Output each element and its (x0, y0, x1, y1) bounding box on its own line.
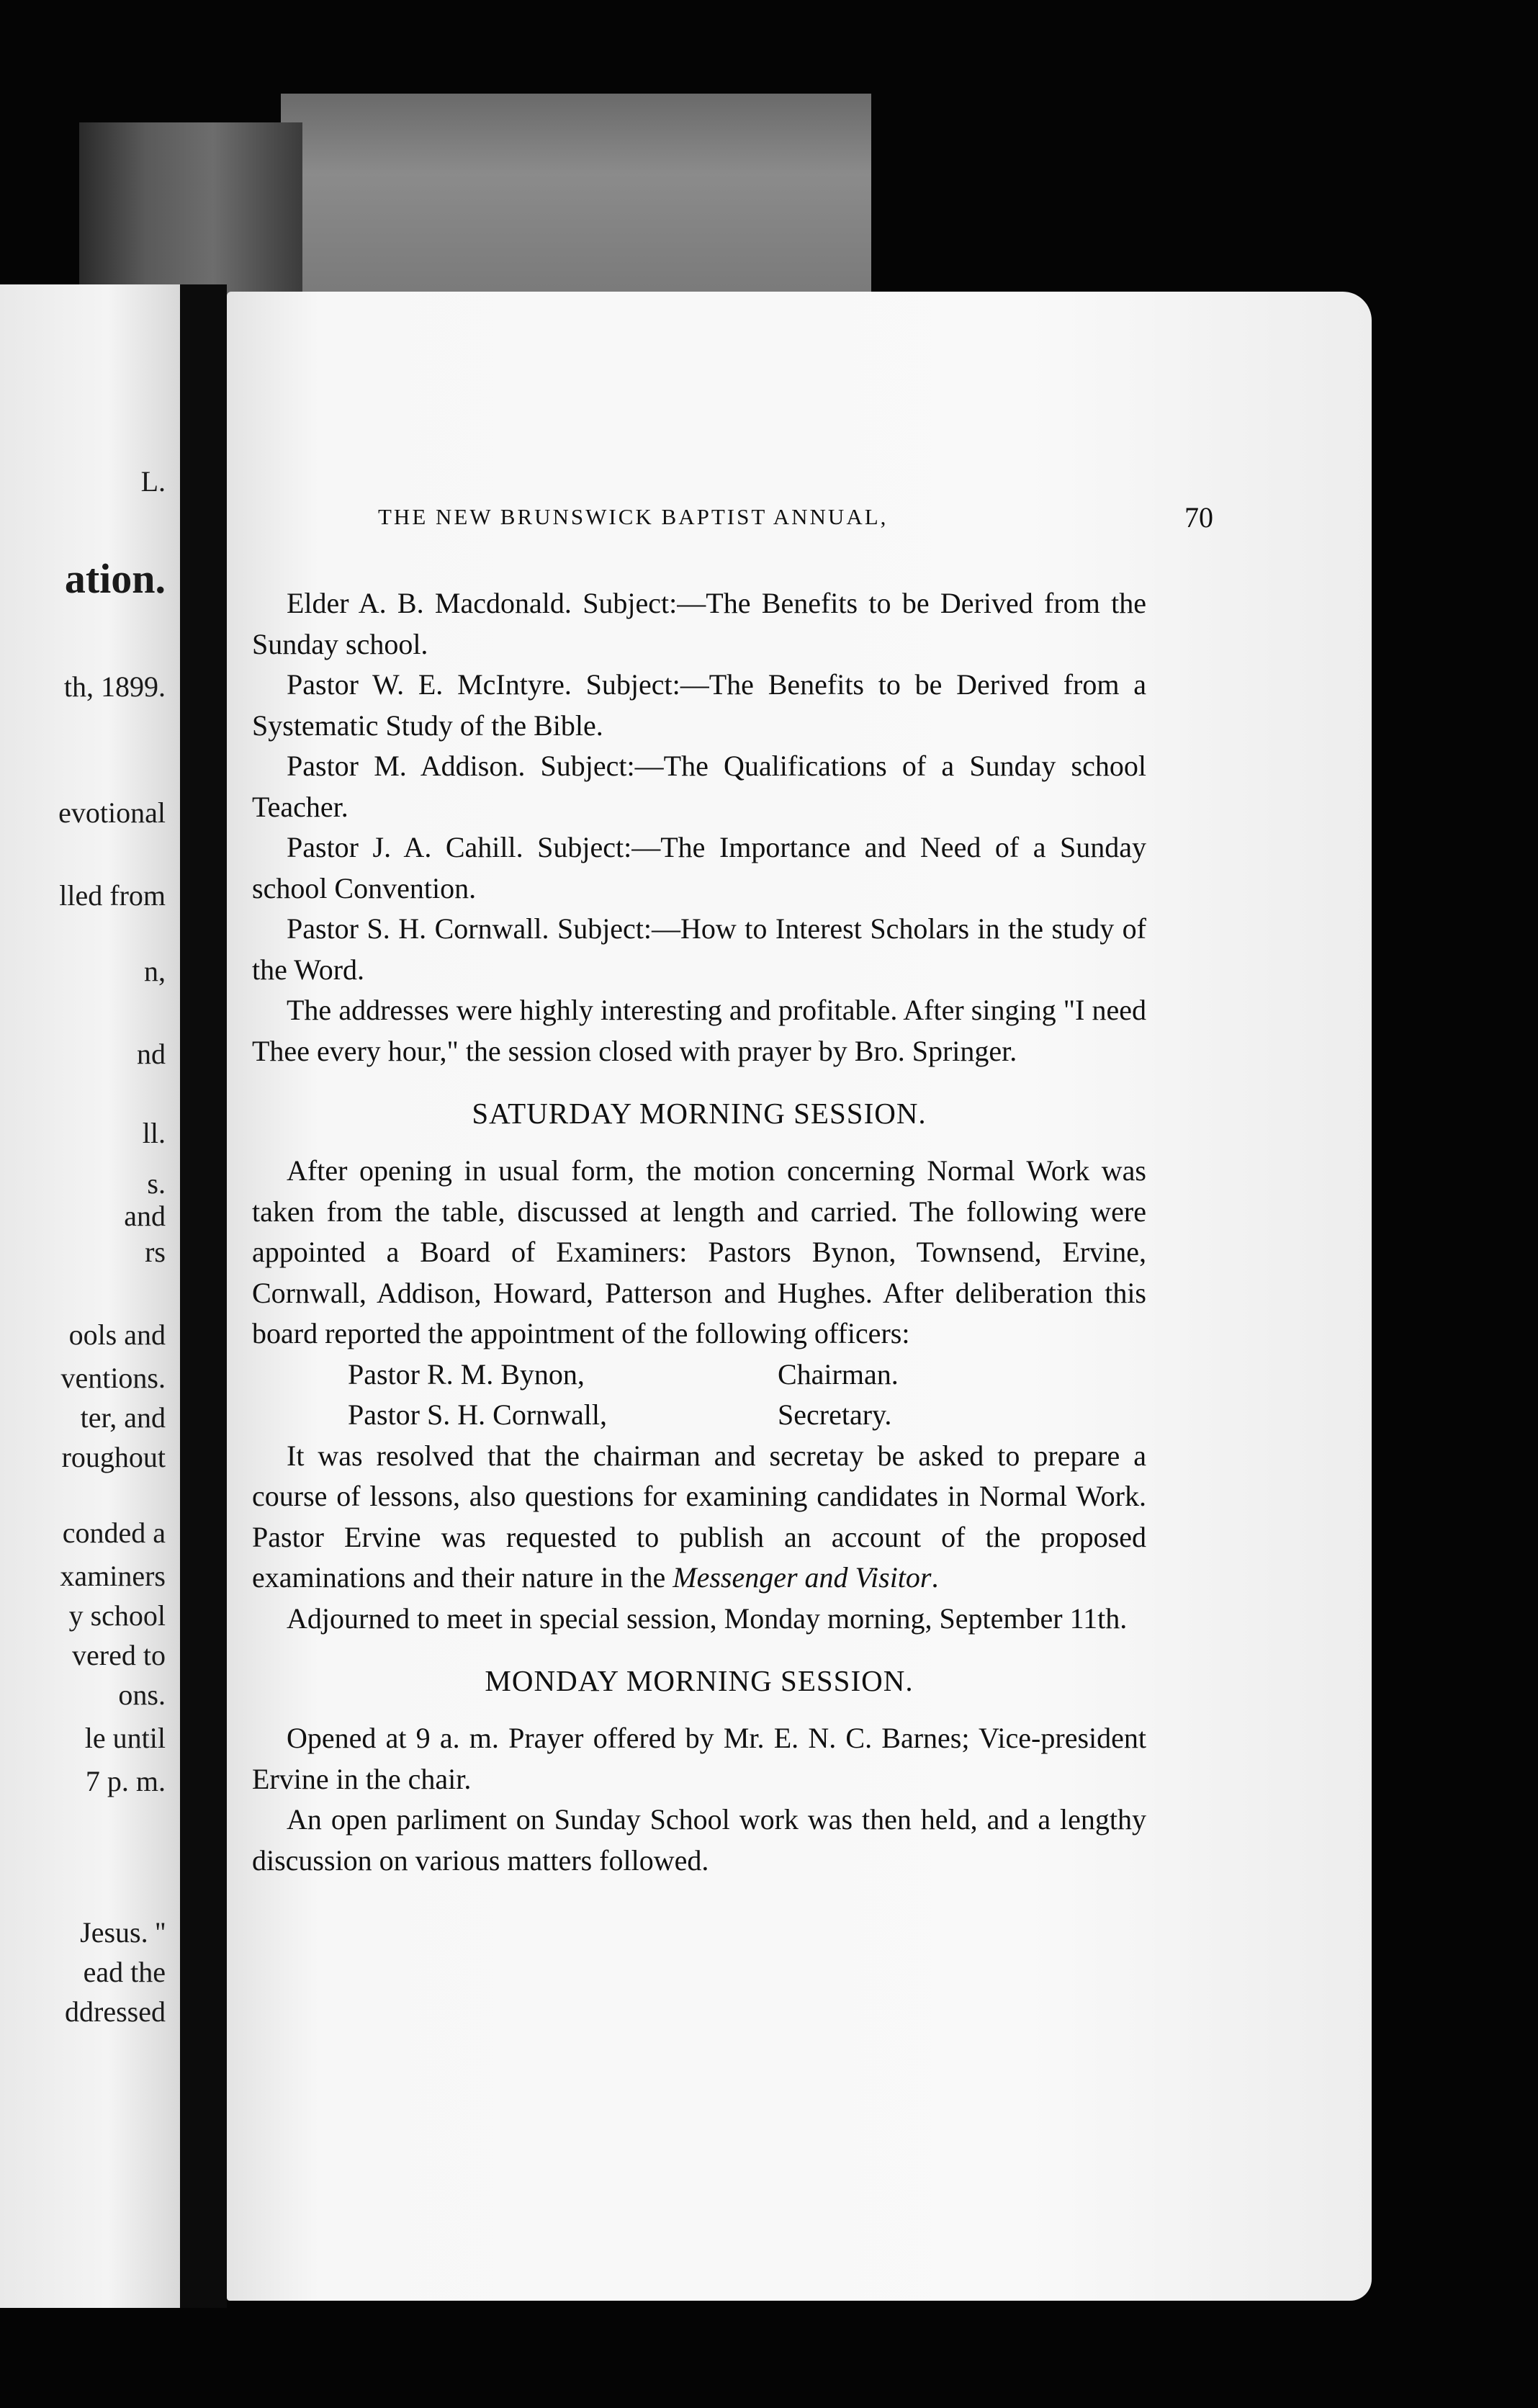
left-page-fragment: y school (68, 1599, 166, 1632)
left-page-fragment: vered to (72, 1639, 166, 1671)
publication-title: Messenger and Visitor (673, 1561, 932, 1594)
left-page-fragment: xaminers (60, 1560, 166, 1592)
left-page-fragment: th, 1899. (63, 670, 166, 703)
book-spine (79, 122, 302, 295)
running-head: THE NEW BRUNSWICK BAPTIST ANNUAL, (378, 504, 889, 529)
left-page-fragment: and (124, 1200, 166, 1232)
resolution-end: . (931, 1561, 939, 1594)
officer-role: Secretary. (778, 1398, 892, 1431)
left-page-fragment: ter, and (80, 1401, 166, 1434)
page-gutter (180, 284, 227, 2308)
left-page (0, 284, 180, 2308)
officer-name: Pastor R. M. Bynon, (348, 1357, 585, 1391)
left-page-fragment: evotional (58, 796, 166, 829)
left-page-fragment: Jesus. '' (80, 1916, 166, 1949)
book-edge (281, 94, 871, 295)
book-page (227, 292, 1372, 2301)
address-paragraph: Pastor M. Addison. Subject:—The Qualifications of a Sunday school Teacher. (252, 750, 1146, 823)
left-page-fragment: ventions. (60, 1362, 166, 1394)
left-page-fragment: le until (84, 1722, 166, 1754)
section-heading-saturday: SATURDAY MORNING SESSION. (472, 1097, 927, 1130)
monday-paragraph: Opened at 9 a. m. Prayer offered by Mr. E. N. C. Barnes; Vice-president Ervine in the chair. (252, 1722, 1146, 1795)
adjournment-paragraph: Adjourned to meet in special session, Monday morning, September 11th. (287, 1601, 1128, 1635)
page-body (252, 583, 1146, 1881)
address-paragraph: Pastor W. E. McIntyre. Subject:—The Benefits to be Derived from a Systematic Study of the Bible. (252, 668, 1146, 742)
left-page-fragment: ools and (68, 1318, 166, 1351)
saturday-resolution-paragraph (252, 1436, 1146, 1599)
closing-paragraph: The addresses were highly interesting and profitable. After singing "I need Thee every hour," the session closed with prayer by Bro. Springer. (252, 994, 1146, 1067)
left-page-fragment: conded a (62, 1517, 166, 1549)
monday-paragraph: An open parliment on Sunday School work was then held, and a lengthy discussion on various matters followed. (252, 1803, 1146, 1877)
address-paragraph: Pastor S. H. Cornwall. Subject:—How to Interest Scholars in the study of the Word. (252, 912, 1146, 986)
saturday-paragraph: After opening in usual form, the motion concerning Normal Work was taken from the table, discussed at length and carried. The following were appointed a Board of Examiners: Pastors Bynon, Townsend, Ervine, Cornwall, Addison, Howard, Patterson and Hughes. After deliberation this board reported the appointment of the following officers: (252, 1154, 1146, 1349)
resolution-text: It was resolved that the chairman and secretay be asked to prepare a course of lessons, also questions for examining candidates in Normal Work. Pastor Ervine was requested to publish an account of the proposed examinations and their nature in the (252, 1439, 1146, 1594)
left-page-fragment: lled from (59, 879, 166, 912)
address-paragraph: Pastor J. A. Cahill. Subject:—The Importance and Need of a Sunday school Convention. (252, 831, 1146, 904)
left-page-fragment: ation. (64, 555, 166, 602)
officers-list (252, 1354, 1146, 1436)
officer-name: Pastor S. H. Cornwall, (348, 1398, 607, 1431)
section-heading-monday: MONDAY MORNING SESSION. (485, 1664, 914, 1697)
officer-row (252, 1395, 1146, 1436)
address-paragraph: Elder A. B. Macdonald. Subject:—The Benefits to be Derived from the Sunday school. (252, 587, 1146, 660)
left-page-fragment: ddressed (65, 1995, 166, 2028)
left-page-fragment: nd (137, 1038, 166, 1070)
officer-row (252, 1354, 1146, 1396)
left-page-fragment: ll. (142, 1117, 166, 1149)
left-page-fragment: L. (140, 465, 166, 498)
left-page-fragment: ead the (83, 1956, 166, 1988)
officer-role: Chairman. (778, 1357, 899, 1391)
left-page-fragment: 7 p. m. (85, 1765, 166, 1797)
left-page-fragment: n, (144, 955, 166, 987)
left-page-fragment: s. (147, 1167, 166, 1200)
left-page-fragment: roughout (61, 1441, 166, 1473)
left-page-fragment: rs (145, 1236, 166, 1268)
left-page-fragment: ons. (118, 1679, 166, 1711)
page-number: 70 (1184, 501, 1213, 534)
